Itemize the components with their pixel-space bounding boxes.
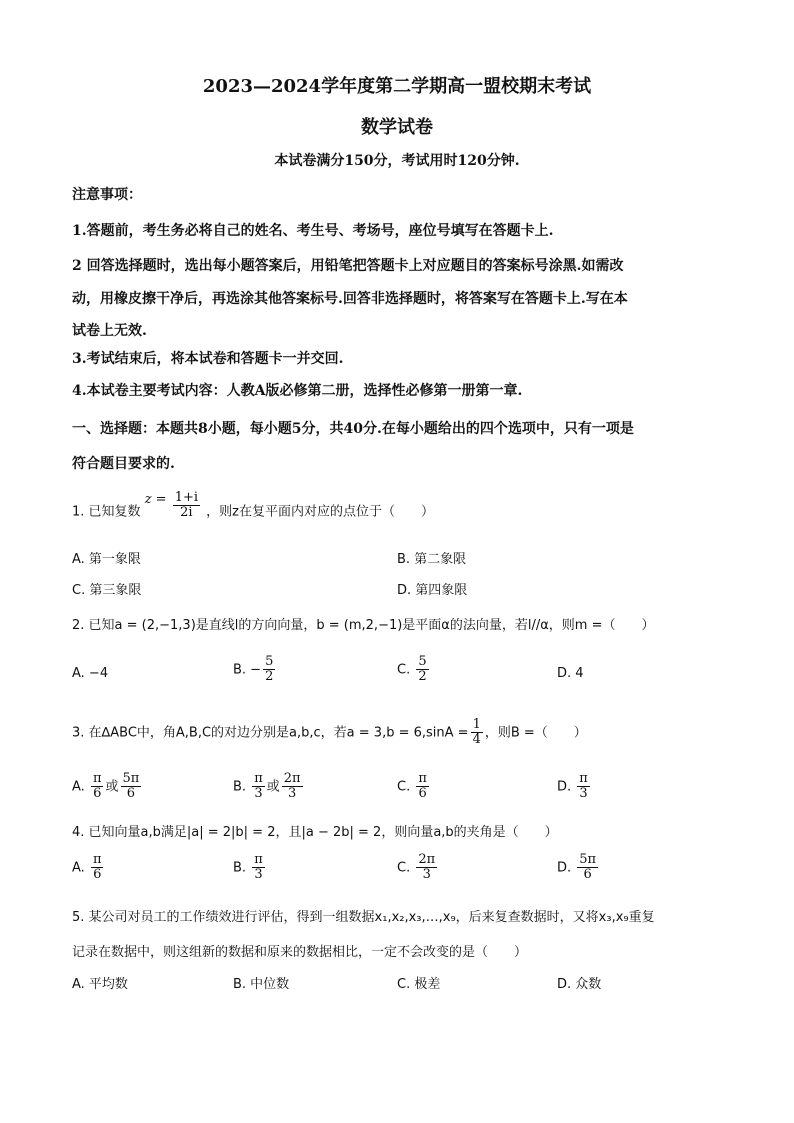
question-3 (72, 718, 587, 748)
note-2b: 动，用橡皮擦干净后，再选涂其他答案标号.回答非选择题时，将答案写在答题卡上.写在本 (72, 291, 628, 307)
q3-c-d: 6 (418, 786, 427, 802)
exam-info: 本试卷满分150分，考试用时120分钟. (274, 153, 520, 169)
note-4: 4.本试卷主要考试内容：人教A版必修第二册，选择性必修第一册第一章. (72, 383, 523, 399)
q4-a-frac (91, 853, 104, 883)
q2-b-fraction (263, 655, 275, 685)
question-4: 4. 已知向量a,b满足|a| = 2|b| = 2，且|a − 2b| = 2，则向量a,b的夹角是（ ） (72, 825, 558, 840)
q4-c-n: 2π (418, 852, 436, 867)
q3-c-label: C. (397, 779, 415, 795)
q3-prefix: 3. 在∆ABC中，角A,B,C的对边分别是a,b,c，若a = 3,b = 6,sinA = (72, 725, 469, 741)
q4-a-label: A. (72, 860, 89, 876)
q3-d-label: D. (557, 779, 576, 795)
q3-b-frac2 (282, 772, 303, 802)
q3-a-d2: 6 (126, 786, 136, 802)
q3-a-or: 或 (105, 779, 119, 795)
exam-title: 2023—2024学年度第二学期高一盟校期末考试 (202, 76, 592, 97)
q2-c-fraction (416, 655, 428, 685)
q4-b-n: π (254, 852, 263, 867)
q3-a-frac1 (91, 772, 104, 802)
question-1 (72, 490, 434, 527)
q2-option-a: A. −4 (72, 666, 109, 681)
note-1: 1.答题前，考生务必将自己的姓名、考生号、考场号，座位号填写在答题卡上. (72, 223, 554, 239)
question-2: 2. 已知a = (2,−1,3)是直线l的方向向量，b = (m,2,−1)是平面α的法向量，若l//α，则m =（ ） (72, 618, 655, 633)
q3-c-frac (416, 772, 429, 802)
q4-a-n: π (92, 852, 102, 867)
q2-c-den: 2 (418, 669, 427, 685)
q3-a-n1: π (92, 771, 102, 786)
section-1-line-2: 符合题目要求的. (72, 456, 175, 472)
q2-option-c (397, 655, 431, 685)
q3-c-n: π (418, 771, 427, 786)
section-1-line-1: 一、选择题：本题共8小题，每小题5分，共40分.在每小题给出的四个选项中，只有一项是 (72, 421, 634, 437)
note-3: 3.考试结束后，将本试卷和答题卡一并交回. (72, 351, 344, 367)
q3-num: 1 (472, 717, 481, 732)
note-2c: 试卷上无效. (72, 323, 147, 339)
q3-b-frac1 (252, 772, 265, 802)
q3-option-c (397, 772, 431, 802)
q5-option-d: D. 众数 (557, 977, 602, 992)
q1-option-b: B. 第二象限 (397, 552, 467, 567)
q3-a-d1: 6 (93, 786, 102, 802)
q2-c-label: C. (397, 662, 415, 678)
q3-d-n: π (579, 771, 588, 786)
exam-subtitle: 数学试卷 (361, 117, 433, 138)
q4-c-d: 3 (422, 867, 431, 883)
q3-d-d: 3 (579, 786, 588, 802)
q1-option-c: C. 第三象限 (72, 583, 142, 598)
q3-den: 4 (472, 732, 481, 748)
q4-b-label: B. (233, 860, 251, 876)
q3-b-n2: 2π (283, 771, 301, 786)
q3-fraction (471, 718, 483, 748)
q2-b-label: B. − (233, 662, 262, 678)
q4-option-b (233, 853, 267, 883)
q4-option-c (397, 853, 439, 883)
q1-fraction (173, 491, 200, 521)
q1-suffix: ，则z在复平面内对应的点位于（ ） (206, 504, 434, 520)
q2-option-b (233, 655, 277, 685)
q3-option-d (557, 772, 592, 802)
q4-c-frac (416, 853, 437, 883)
q4-option-d (557, 853, 600, 883)
q3-option-a (72, 772, 143, 802)
q2-b-den: 2 (265, 669, 274, 685)
q3-a-frac2 (121, 772, 142, 802)
q4-d-n: 5π (579, 852, 597, 867)
note-2a: 2 回答选择题时，选出每小题答案后，用铅笔把答题卡上对应题目的答案标号涂黑.如需改 (72, 258, 624, 274)
q2-option-d: D. 4 (557, 666, 584, 681)
q1-option-d: D. 第四象限 (397, 583, 468, 598)
q3-b-d1: 3 (254, 786, 263, 802)
q4-d-frac (577, 853, 598, 883)
q3-b-or: 或 (266, 779, 280, 795)
q3-a-n2: 5π (122, 771, 140, 786)
q4-b-d: 3 (254, 867, 263, 883)
q1-denominator: 2i (180, 505, 193, 521)
q4-a-d: 6 (93, 867, 102, 883)
q3-b-label: B. (233, 779, 251, 795)
q4-c-label: C. (397, 860, 415, 876)
q3-b-d2: 3 (288, 786, 297, 802)
q1-option-a: A. 第一象限 (72, 552, 141, 567)
q1-numerator: 1+i (174, 490, 199, 505)
question-5-line-1: 5. 某公司对员工的工作绩效进行评估，得到一组数据x₁,x₂,x₃,…,x₉，后来复查数据时，又将x₃,x₉重复 (72, 910, 655, 925)
q2-b-num: 5 (265, 654, 274, 669)
q3-a-label: A. (72, 779, 89, 795)
q4-d-label: D. (557, 860, 576, 876)
q5-option-b: B. 中位数 (233, 977, 290, 992)
q4-d-d: 6 (583, 867, 592, 883)
q3-suffix: ，则B =（ ） (484, 725, 587, 741)
q4-option-a (72, 853, 105, 883)
q1-prefix: 1. 已知复数 (72, 504, 141, 520)
question-5-line-2: 记录在数据中，则这组新的数据和原来的数据相比，一定不会改变的是（ ） (72, 945, 528, 960)
q5-option-a: A. 平均数 (72, 977, 128, 992)
q4-b-frac (252, 853, 265, 883)
q3-d-frac (577, 772, 590, 802)
notes-heading: 注意事项： (72, 187, 142, 203)
q1-z: z = (144, 492, 167, 508)
q5-option-c: C. 极差 (397, 977, 441, 992)
q3-option-b (233, 772, 305, 802)
q2-c-num: 5 (418, 654, 427, 669)
q3-b-n1: π (254, 771, 263, 786)
